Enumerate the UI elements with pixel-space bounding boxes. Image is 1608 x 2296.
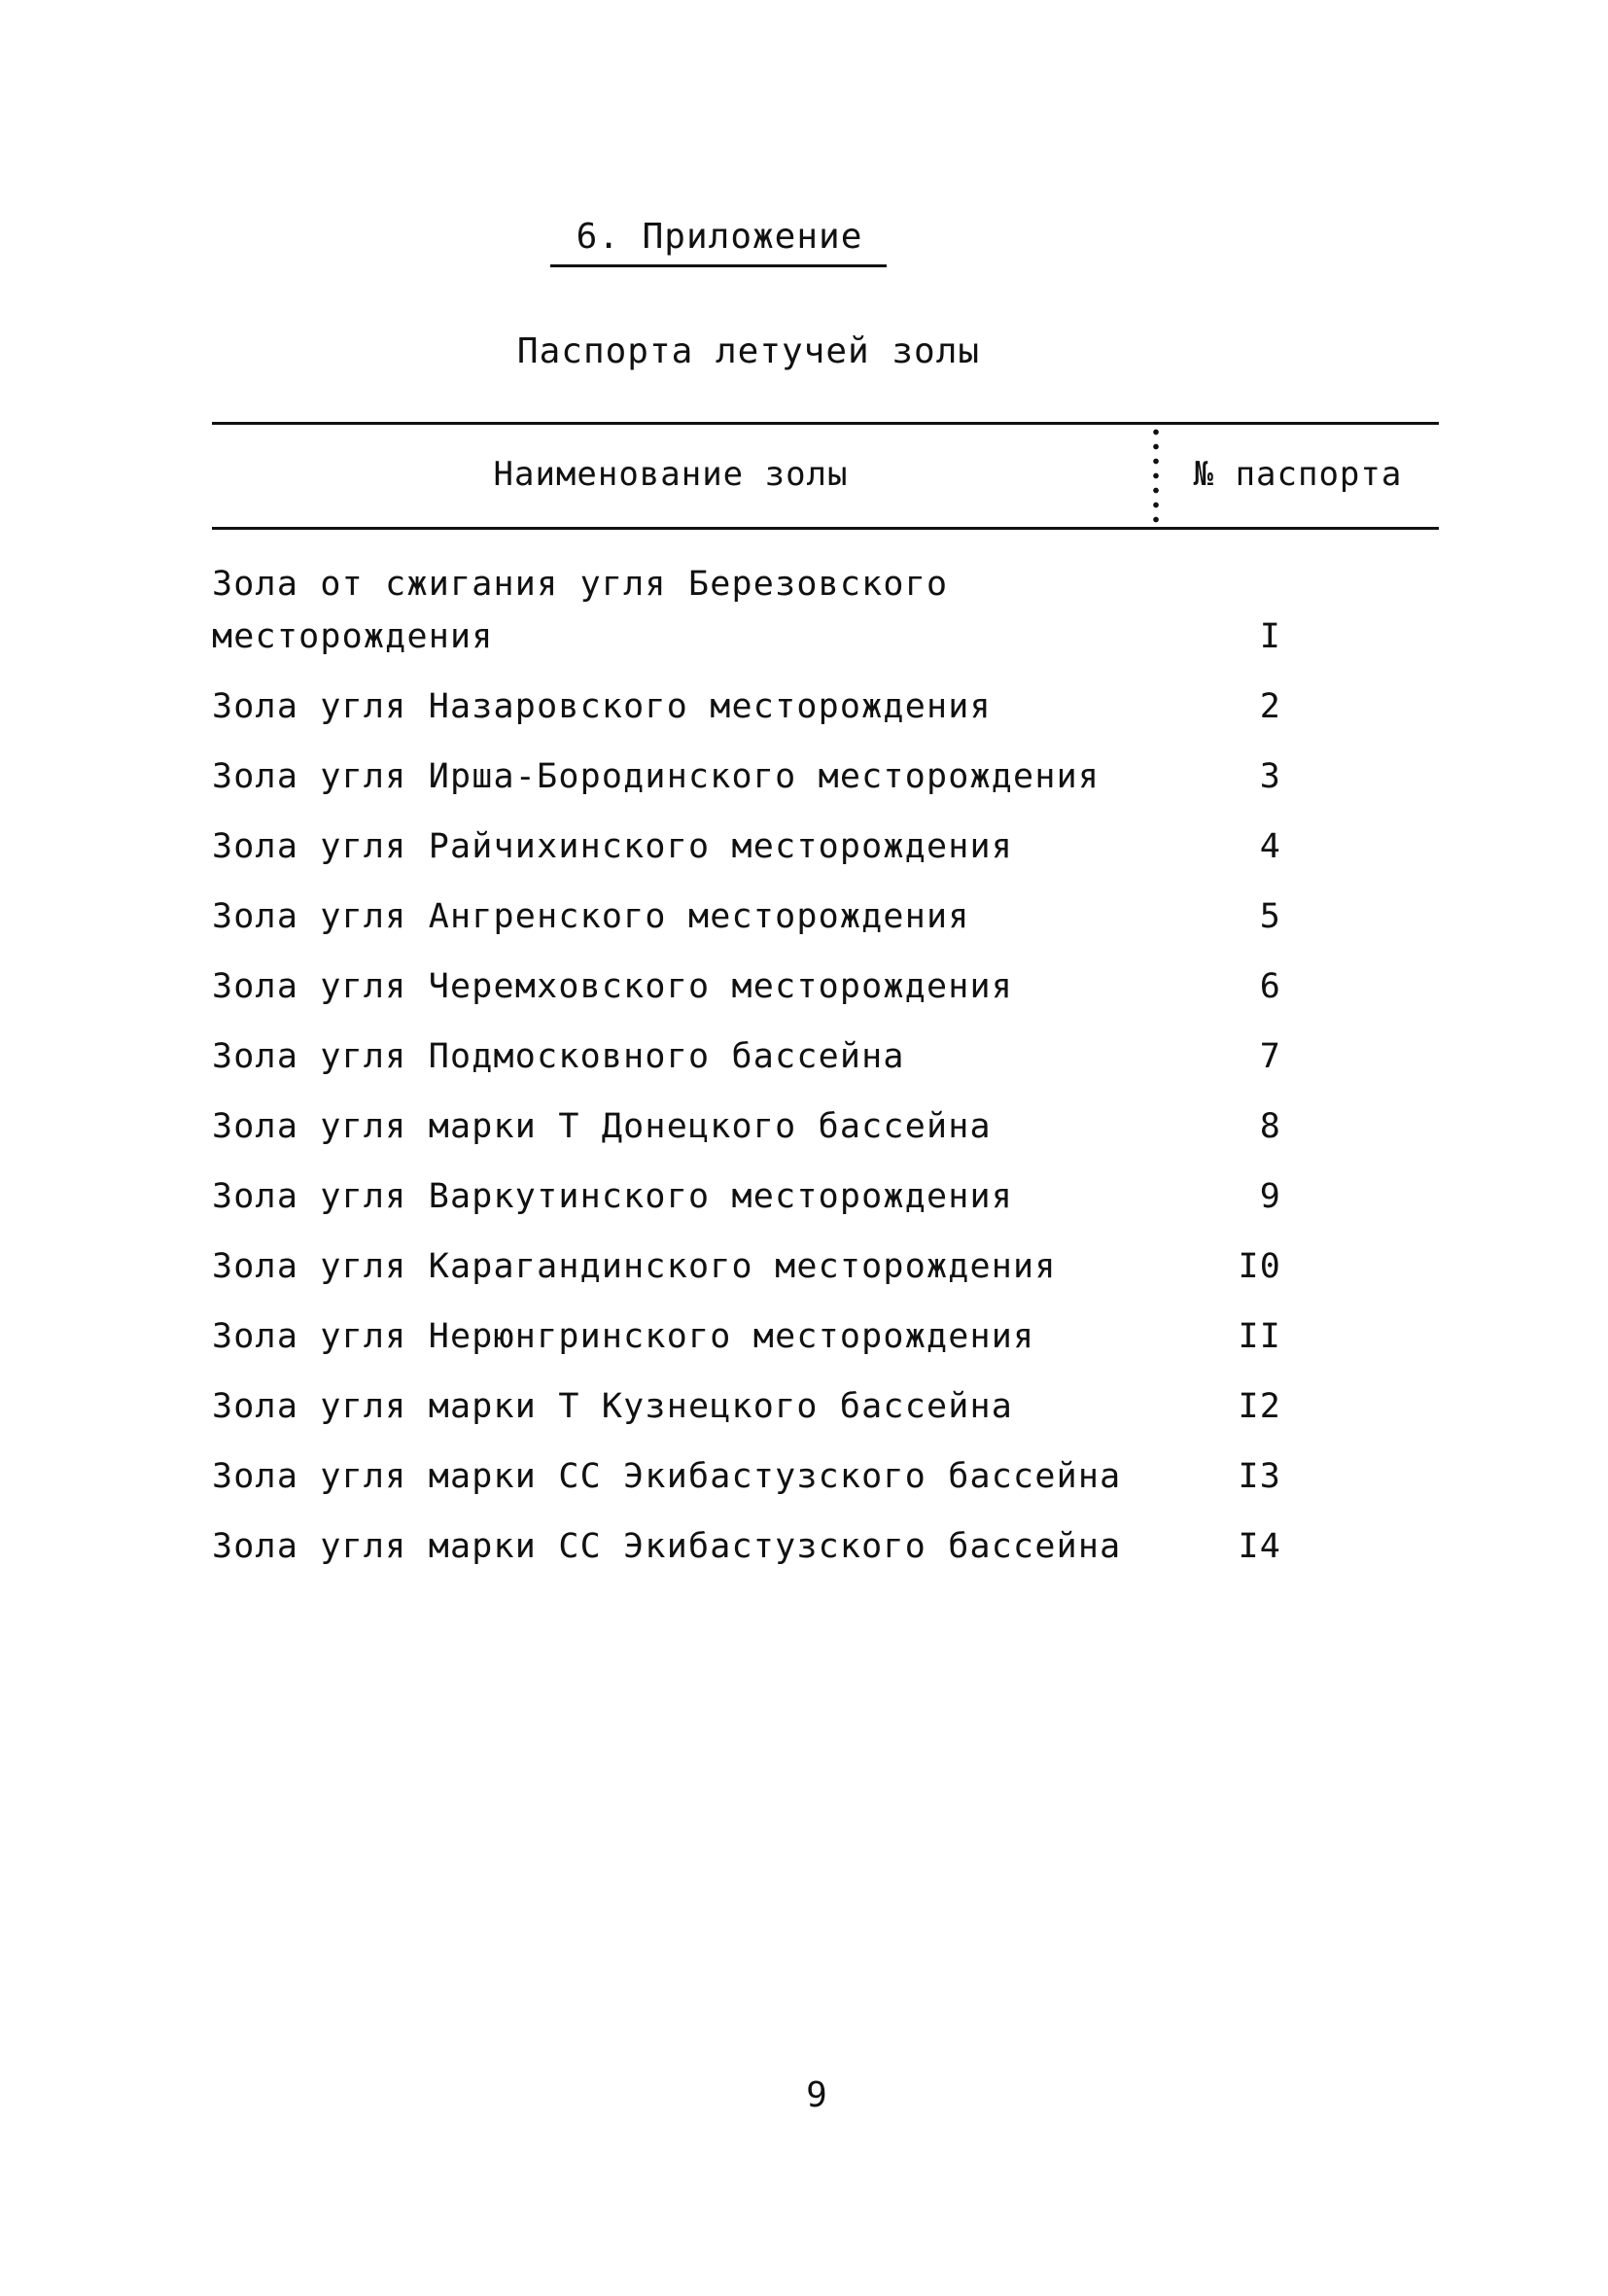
table-caption: Паспорта летучей золы	[516, 331, 981, 371]
ash-name: Зола угля марки СС Экибастузского бассейна	[212, 1457, 1122, 1496]
page-number: 9	[806, 2075, 827, 2115]
ash-name: Зола от сжигания угля Березовского месторождения	[212, 565, 949, 656]
table-row	[212, 750, 1439, 803]
passport-number: I0	[1238, 1247, 1281, 1286]
table-row	[212, 820, 1439, 873]
table-row	[212, 1240, 1439, 1293]
table-row	[212, 1100, 1439, 1153]
ash-name: Зола угля Нерюнгринского месторождения	[212, 1317, 1035, 1356]
ash-name: Зола угля Райчихинского месторождения	[212, 827, 1014, 866]
passport-number: 3	[1259, 757, 1281, 796]
ash-name: Зола угля Ангренского месторождения	[212, 897, 970, 936]
passport-number: I4	[1238, 1527, 1281, 1566]
passport-number: 4	[1259, 827, 1281, 866]
table-row	[212, 960, 1439, 1013]
ash-name: Зола угля Варкутинского месторождения	[212, 1177, 1014, 1216]
table-row	[212, 680, 1439, 733]
table-top-rule	[212, 422, 1439, 425]
ash-name: Зола угля марки Т Донецкого бассейна	[212, 1107, 992, 1146]
table-row	[212, 1520, 1439, 1573]
column-header-number: № паспорта	[1193, 455, 1403, 494]
ash-name: Зола угля Назаровского месторождения	[212, 687, 992, 726]
passport-number: 5	[1259, 897, 1281, 936]
table-row	[212, 890, 1439, 943]
ash-name: Зола угля марки Т Кузнецкого бассейна	[212, 1387, 1014, 1426]
passport-number: I2	[1238, 1387, 1281, 1426]
passport-number: 6	[1259, 967, 1281, 1006]
ash-name: Зола угля Ирша-Бородинского месторождения	[212, 757, 1101, 796]
passport-number: 8	[1259, 1107, 1281, 1146]
table-row	[212, 1310, 1439, 1363]
passport-number: I3	[1238, 1457, 1281, 1496]
header-column-separator	[1153, 425, 1159, 526]
ash-passport-list	[212, 558, 1439, 1590]
ash-name: Зола угля марки СС Экибастузского бассейна	[212, 1527, 1122, 1566]
section-title-underline	[550, 264, 887, 267]
table-header-rule	[212, 527, 1439, 530]
ash-name: Зола угля Черемховского месторождения	[212, 967, 1014, 1006]
ash-name: Зола угля Карагандинского месторождения	[212, 1247, 1057, 1286]
passport-number: I	[1259, 617, 1281, 656]
passport-number: 9	[1259, 1177, 1281, 1216]
table-row	[212, 558, 1439, 663]
table-row	[212, 1170, 1439, 1223]
passport-number: 7	[1259, 1037, 1281, 1076]
passport-number: 2	[1259, 687, 1281, 726]
table-row	[212, 1380, 1439, 1433]
ash-name: Зола угля Подмосковного бассейна	[212, 1037, 905, 1076]
section-title: 6. Приложение	[576, 217, 863, 257]
table-row	[212, 1030, 1439, 1083]
passport-number: II	[1238, 1317, 1281, 1356]
column-header-name: Наименование золы	[493, 455, 849, 494]
table-row	[212, 1450, 1439, 1503]
